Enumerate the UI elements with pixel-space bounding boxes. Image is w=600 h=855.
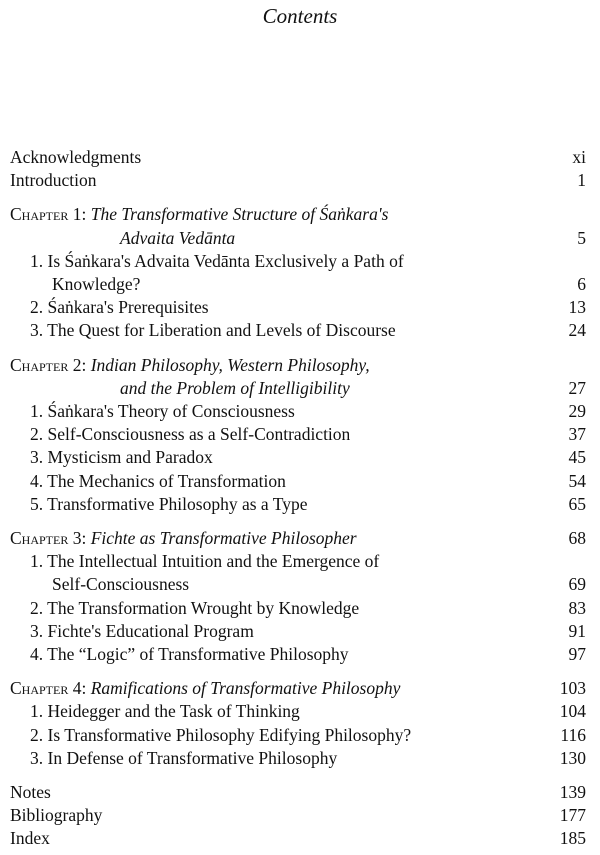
entry-page: 24 [568,320,586,341]
section-label-cont: Self-Consciousness [52,574,190,595]
toc-entry-introduction [10,169,586,192]
toc-section [10,643,586,666]
entry-page: 130 [559,747,586,768]
entry-page: 104 [559,701,586,722]
chapter-4-heading [10,677,586,700]
entry-page: 29 [568,401,586,422]
chapter-title: Ramifications of Transformative Philosophy [90,678,401,699]
chapter-1-heading-cont [10,227,586,250]
entry-label: Index [10,828,50,849]
entry-page: 116 [560,724,586,745]
toc-section [10,493,586,516]
section-label: 3. The Quest for Liberation and Levels of Discourse [30,320,396,341]
section-label: 1. Heidegger and the Task of Thinking [30,701,300,722]
toc-entry-bibliography [10,804,586,827]
toc-section: 1. The Intellectual Intuition and the Emergence of [30,551,380,572]
entry-page: 5 [577,227,586,248]
section-label: 3. Mysticism and Paradox [30,447,213,468]
entry-page: 91 [568,620,586,641]
entry-page: 13 [568,297,586,318]
entry-page: 1 [577,170,586,191]
section-label: 2. Is Transformative Philosophy Edifying Philosophy? [30,724,412,745]
section-label: 3. Fichte's Educational Program [30,620,254,641]
chapter-title: The Transformative Structure of Śaṅkara's [90,204,389,225]
toc-section [10,747,586,770]
toc-section [10,423,586,446]
section-label-cont: Knowledge? [52,274,141,295]
section-label: 4. The “Logic” of Transformative Philosophy [30,644,349,665]
entry-page: 68 [568,528,586,549]
entry-page: 6 [577,274,586,295]
entry-page: 54 [568,470,586,491]
section-label: 4. The Mechanics of Transformation [30,470,286,491]
toc-section [10,700,586,723]
entry-label: Bibliography [10,805,103,826]
chapter-title-cont: Advaita Vedānta [120,227,236,248]
entry-page: 185 [559,828,586,849]
entry-label: Introduction [10,170,97,191]
chapter-prefix: Chapter 3: [10,528,87,549]
page-title: Contents [262,4,338,28]
chapter-1-heading [10,203,586,226]
table-of-contents [10,146,586,851]
chapter-prefix: Chapter 4: [10,678,87,699]
toc-section-cont [10,573,586,596]
entry-page: 37 [568,424,586,445]
entry-page: 97 [568,644,586,665]
entry-label: Acknowledgments [10,147,142,167]
section-label: 1. Śaṅkara's Theory of Consciousness [30,401,295,422]
toc-entry-notes [10,781,586,804]
toc-section [10,400,586,423]
section-label: 2. Śaṅkara's Prerequisites [30,297,209,318]
chapter-title: Indian Philosophy, Western Philosophy, [90,354,370,375]
toc-section [10,296,586,319]
section-label: 3. In Defense of Transformative Philosophy [30,747,338,768]
toc-section [10,620,586,643]
entry-page: 139 [559,782,586,803]
toc-section [10,470,586,493]
toc-entry-acknowledgments [10,146,586,169]
chapter-prefix: Chapter 1: [10,204,87,225]
toc-section [10,724,586,747]
chapter-2-heading [10,354,586,377]
entry-page: 69 [568,574,586,595]
entry-label: Notes [10,782,51,803]
chapter-title: Fichte as Transformative Philosopher [90,528,357,549]
section-label: 2. Self-Consciousness as a Self-Contradiction [30,424,351,445]
toc-section [10,319,586,342]
chapter-title-cont: and the Problem of Intelligibility [120,377,350,398]
toc-section-cont [10,273,586,296]
entry-page: 103 [559,678,586,699]
section-label: 2. The Transformation Wrought by Knowledge [30,597,360,618]
chapter-2-heading-cont [10,377,586,400]
entry-page: xi [572,147,586,167]
chapter-3-heading [10,527,586,550]
chapter-prefix: Chapter 2: [10,354,87,375]
entry-page: 83 [568,597,586,618]
toc-section [10,597,586,620]
entry-page: 45 [568,447,586,468]
toc-entry-index [10,827,586,850]
entry-page: 65 [568,493,586,514]
toc-section: 1. Is Śaṅkara's Advaita Vedānta Exclusively a Path of [30,250,404,271]
entry-page: 27 [568,377,586,398]
section-label: 5. Transformative Philosophy as a Type [30,493,308,514]
toc-section [10,446,586,469]
entry-page: 177 [559,805,586,826]
